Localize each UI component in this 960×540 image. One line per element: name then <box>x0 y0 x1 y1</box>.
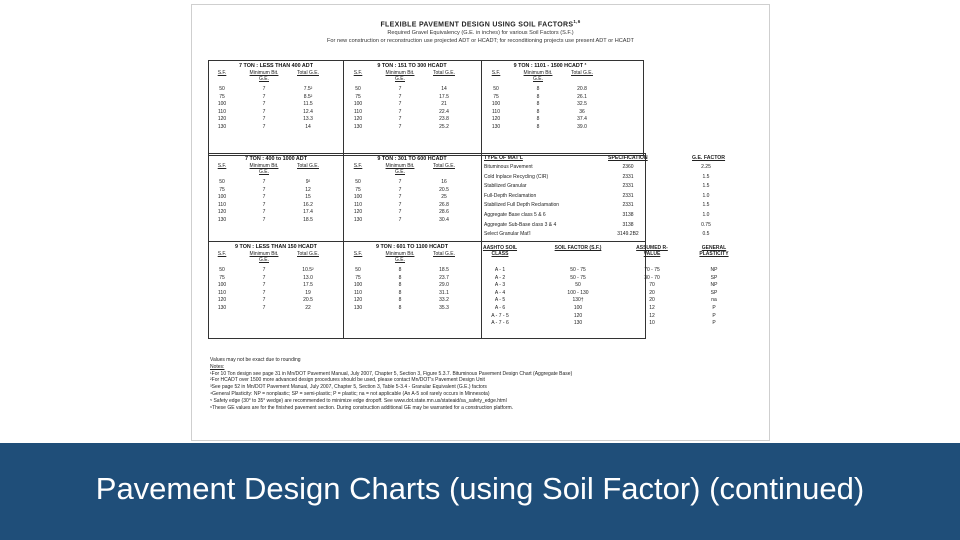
table-cell: 18.5 <box>303 216 313 223</box>
table-cell: 100 <box>217 282 227 288</box>
table-cell: 18.5 <box>439 267 449 273</box>
table-cell: 13.0 <box>303 274 313 281</box>
table-row <box>344 202 480 210</box>
table-cell: 110 <box>218 108 226 115</box>
table-row <box>482 86 618 94</box>
table-cell: 7 <box>262 289 266 296</box>
table-cell: 16 <box>441 179 447 185</box>
table-row <box>482 193 782 201</box>
table-cell: 50 <box>219 267 225 273</box>
table-cell: A - 5 <box>494 297 506 304</box>
table-cell: 35.3 <box>439 304 449 311</box>
ge-column-header: Total G.E. <box>297 70 319 76</box>
table-cell: 16.2 <box>303 201 313 208</box>
table-cell: P <box>712 320 716 327</box>
table-cell: 12.4 <box>303 108 313 115</box>
table-row <box>344 116 480 124</box>
table-row <box>344 297 480 305</box>
ge-table <box>482 61 618 149</box>
table-row <box>344 187 480 195</box>
table-cell: 17.5 <box>439 93 449 100</box>
table-cell: 50 <box>355 86 361 92</box>
ge-column-header: Total G.E. <box>433 70 455 76</box>
table-cell: 7 <box>262 86 266 92</box>
table-cell: 7 <box>398 86 402 92</box>
table-cell: 8 <box>536 93 540 100</box>
table-cell: 100 <box>353 101 363 107</box>
table-cell: 8 <box>536 123 540 130</box>
table-cell: 23.8 <box>439 116 449 122</box>
table-cell: 130 <box>353 216 363 223</box>
table-cell: 26.1 <box>577 93 587 100</box>
table-cell: 100 <box>491 101 501 107</box>
table-cell: 70 <box>649 282 655 289</box>
table-row <box>208 101 344 109</box>
table-row <box>208 86 344 94</box>
material-name: Stabilized Full Depth Reclamation <box>484 202 560 209</box>
ge-table-title: 9 TON : 601 TO 1100 HCADT <box>375 244 448 250</box>
table-row <box>208 282 344 290</box>
table-cell: 13.3 <box>303 116 313 122</box>
table-row <box>208 275 344 283</box>
table-cell: 7 <box>262 194 266 200</box>
table-cell: 36 <box>579 108 585 115</box>
soil-column-header: SOIL FACTOR (S.F.) <box>554 245 602 251</box>
table-cell: 120 <box>217 297 227 303</box>
table-cell: 110 <box>354 289 362 296</box>
table-cell: 7.5² <box>303 86 313 92</box>
table-cell: 32.5 <box>577 101 587 107</box>
table-cell: 23.7 <box>439 274 449 281</box>
table-cell: 120 <box>491 116 501 122</box>
table-cell: P <box>712 312 716 319</box>
note-line: ³See page 52 in Mn/DOT Pavement Manual, July 2007, Chapter 5, Section 3, Table 5-3.4 - Granular Equivalent (G.E.) factors <box>210 384 487 391</box>
material-spec: 2331 <box>622 192 634 199</box>
ge-column-header: Minimum Bit. G.E. <box>385 163 415 175</box>
table-row <box>344 305 480 313</box>
material-spec: 2360 <box>622 164 634 170</box>
table-cell: 75 <box>493 93 499 100</box>
table-cell: 120 <box>217 209 227 215</box>
table-cell: 8.5² <box>303 93 313 100</box>
table-cell: 7 <box>262 282 266 288</box>
table-row <box>344 179 480 187</box>
table-row <box>208 305 344 313</box>
table-cell: 130 <box>353 123 363 130</box>
table-cell: 20.5 <box>439 186 449 193</box>
table-cell: 14 <box>441 86 447 92</box>
table-row <box>482 297 742 305</box>
table-cell: 8 <box>536 86 540 92</box>
table-row <box>344 86 480 94</box>
table-row <box>208 109 344 117</box>
table-cell: 50 - 75 <box>570 267 586 273</box>
material-ge-factor: 1.0 <box>702 192 710 199</box>
table-cell: 7 <box>262 116 266 122</box>
table-cell: 120 <box>217 116 227 122</box>
ge-column-header: Total G.E. <box>433 251 455 257</box>
table-cell: 28.6 <box>439 209 449 215</box>
material-ge-factor: 1.5 <box>702 202 710 209</box>
ge-table-title: 7 TON : 400 to 1000 ADT <box>244 156 307 162</box>
ge-column-header: Total G.E. <box>297 251 319 257</box>
note-line: ¹For 10 Ton design see page 31 in Mn/DOT Pavement Manual, July 2007, Chapter 5, Section 3, Figure 5.3.7. Bituminous Pavement Design Chart (Aggregate Base) <box>210 370 573 377</box>
table-cell: 110 <box>218 201 226 208</box>
table-cell: 7 <box>398 209 402 215</box>
table-cell: 130 <box>217 304 227 311</box>
table-cell: 7 <box>398 216 402 223</box>
table-cell: 50 <box>219 86 225 92</box>
material-ge-factor: 1.5 <box>702 173 710 180</box>
table-cell: SP <box>710 289 718 296</box>
table-row <box>344 94 480 102</box>
table-cell: 75 <box>219 93 225 100</box>
table-cell: NP <box>710 267 718 273</box>
material-ge-factor: 2.25 <box>701 164 711 170</box>
table-cell: 8 <box>398 274 402 281</box>
table-row <box>208 217 344 225</box>
table-cell: 30.4 <box>439 216 449 223</box>
material-spec: 3138 <box>622 212 634 218</box>
table-cell: 75 <box>355 93 361 100</box>
table-cell: 75 <box>355 274 361 281</box>
pavement-design-chart-document: FLEXIBLE PAVEMENT DESIGN USING SOIL FACTORS$^{1,6}$ Required Gravel Equivalency (G.E. in inches) for various Soil Factors (S.F.) For new construction or reconstruction use projected ADT or HCADT; for reconditioning projects use present ADT or HCADT 7 TON : LESS THAN 400 ADT S.F. Minimum Bit. G.E. Total G.E. 50 7 7.5² 75 7 8.5² 100 7 11.5 110 7 12.4 120 7 13.3 130 7 14 9 TON : 151 TO 300 HCADT S.F. Minimum Bit. G.E. Total G.E. 50 7 14 75 7 17.5 100 7 21 110 7 22.4 120 7 23.8 130 7 25.2 9 TON : 1101 - 1500 HCADT ³ S.F. Minimum Bit. G.E. Total G.E. 50 8 20.8 75 8 26.1 100 8 32.5 110 8 36 120 8 37.4 130 8 39.0 7 TON : 400 to 1000 ADT S.F. Minimum Bit. G.E. Total G.E. 50 7 9² 75 7 12 100 7 15 110 7 16.2 120 7 17.4 130 7 18.5 9 TON : 301 TO 600 HCADT S.F. Minimum Bit. G.E. Total G.E. 50 7 16 75 7 20.5 100 7 25 110 7 26.8 120 7 28.6 130 7 30.4 9 TON : LESS THAN 150 HCADT S.F. Minimum Bit. G.E. Total G.E. 50 7 10.5² 75 7 13.0 100 7 17.5 110 7 19 120 7 20.5 130 7 22 9 TON : 601 TO 1100 HCADT S.F. Minimum Bit. G.E. Total G.E. 50 8 18.5 75 8 23.7 100 8 29.0 110 8 31.1 120 8 33.2 130 8 35.3 TYPE OF MAT'L SPECIFICATION G.E. FACTOR Bituminous Pavement 2360 2.25 Cold Inplace Recycling (CIR) 2331 1.5 Stabilized Granular 2331 1.5 Full-Depth Reclamation 2331 1.0 Stabilized Full Depth Reclamation 2331 1.5 Aggregate Base class 5 & 6 3138 1.0 Aggregate Sub-Base class 3 & 4 3138 0.75 Select Granular Mat'l 3149.2B2 0.5 AASHTO SOIL CLASS SOIL FACTOR (S.F.) ASSUMED R-VALUE GENERAL PLASTICITY A - 1 50 - 75 70 - 75 NP A - 2 50 - 75 30 - 70 SP A - 3 50 70 NP A - 4 100 - 130 20 SP A - 5 130† 20 na A - 6 100 12 P A - 7 - 5 120 12 P A - 7 - 6 130 10 P Values may not be exact due to rounding Notes: ¹For 10 Ton design see page 31 in Mn/DOT Pavement Manual, July 2007, Chapter 5, Section 3, Figure 5.3.7. Bituminous Pavement Design Chart (Aggregate Base) ²For HCADT over 1500 more advanced design procedures should be used, please contact Mn/DOT's Pavement Design Unit ³See page 52 in Mn/DOT Pavement Manual, July 2007, Chapter 5, Section 3, Table 5-3.4 - Granular Equivalent (G.E.) factors ⁴General Plasticity: NP = nonplastic; SP = semi-plastic; P = plastic; na = not applicable (An A-5 soil rarely occurs in Minnesota) ⁵ Safety edge (30° to 35° wedge) are recommended to minimize edge dropoff. See www.dot.state.mn.us/stateaid/sa_safety_edge.html ⁶These GE values are for the finished pavement section. During construction additional GE may be warranted for a construction platform. <box>191 4 770 441</box>
table-row <box>208 297 344 305</box>
table-cell: 7 <box>398 201 402 208</box>
table-row <box>208 116 344 124</box>
table-cell: 100 <box>217 194 227 200</box>
ge-column-header: S.F. <box>217 163 227 169</box>
table-cell: 120 <box>353 116 363 122</box>
ge-table-title: 7 TON : LESS THAN 400 ADT <box>239 63 313 69</box>
ge-column-header: Minimum Bit. G.E. <box>249 251 279 263</box>
table-row <box>208 202 344 210</box>
ge-column-header: S.F. <box>217 251 227 257</box>
table-cell: 50 <box>493 86 499 92</box>
note-line: ²For HCADT over 1500 more advanced design procedures should be used, please contact Mn/DOT's Pavement Design Unit <box>210 377 485 384</box>
table-cell: 75 <box>219 274 225 281</box>
table-cell: 7 <box>398 101 402 107</box>
table-cell: 29.0 <box>439 282 449 288</box>
table-cell: A - 6 <box>494 305 506 311</box>
table-cell: SP <box>710 274 718 281</box>
material-name: Select Granular Mat'l <box>484 231 531 238</box>
ge-column-header: S.F. <box>353 70 363 76</box>
ge-column-header: Total G.E. <box>297 163 319 169</box>
document-subtitle: Required Gravel Equivalency (G.E. in inches) for various Soil Factors (S.F.) <box>387 30 574 36</box>
note-line: Values may not be exact due to rounding <box>210 357 301 363</box>
table-row <box>344 267 480 275</box>
table-cell: 39.0 <box>577 123 587 130</box>
table-row <box>208 209 344 217</box>
ge-column-header: Minimum Bit. G.E. <box>523 70 553 82</box>
table-cell: 8 <box>398 289 402 296</box>
table-cell: 20 <box>649 297 655 304</box>
table-row <box>344 209 480 217</box>
table-cell: 7 <box>262 267 266 273</box>
material-ge-factor: 1.5 <box>702 183 710 190</box>
table-row <box>344 124 480 132</box>
table-row <box>344 109 480 117</box>
table-cell: 7 <box>262 93 266 100</box>
table-row <box>482 174 782 182</box>
table-cell: 110 <box>354 108 362 115</box>
table-cell: 100 <box>353 194 363 200</box>
table-cell: A - 3 <box>494 282 506 289</box>
table-cell: 130 <box>217 216 227 223</box>
table-row <box>208 267 344 275</box>
material-ge-factor: 0.75 <box>701 221 711 228</box>
table-cell: 14 <box>305 123 311 130</box>
table-cell: na <box>711 297 717 304</box>
ge-column-header: Minimum Bit. G.E. <box>385 251 415 263</box>
table-cell: 8 <box>536 108 540 115</box>
table-cell: 30 - 70 <box>644 274 660 281</box>
table-row <box>208 187 344 195</box>
table-cell: 8 <box>398 267 402 273</box>
table-row <box>482 282 742 290</box>
table-cell: 22.4 <box>439 108 449 115</box>
table-cell: 26.8 <box>439 201 449 208</box>
ge-column-header: S.F. <box>491 70 501 76</box>
table-row <box>208 124 344 132</box>
ge-table-title: 9 TON : 151 TO 300 HCADT <box>377 63 447 69</box>
table-cell: 7 <box>262 186 266 193</box>
table-cell: 75 <box>355 186 361 193</box>
table-cell: 8 <box>536 101 540 107</box>
table-row <box>482 164 782 172</box>
ge-column-header: Minimum Bit. G.E. <box>249 163 279 175</box>
table-cell: 130 <box>353 304 363 311</box>
material-spec: 2331 <box>622 202 634 209</box>
table-cell: 70 - 75 <box>644 267 660 273</box>
soil-column-header: AASHTO SOIL CLASS <box>482 245 518 257</box>
table-cell: 31.1 <box>439 289 449 296</box>
table-cell: 12 <box>305 186 311 193</box>
table-row <box>482 212 782 220</box>
material-name: Bituminous Pavement <box>484 164 533 170</box>
table-cell: 7 <box>398 116 402 122</box>
table-cell: 100 - 130 <box>567 289 589 296</box>
table-cell: A - 7 - 5 <box>491 312 509 319</box>
table-cell: 50 <box>355 267 361 273</box>
table-cell: 8 <box>398 282 402 288</box>
table-cell: 120 <box>353 297 363 303</box>
material-name: Aggregate Base class 5 & 6 <box>484 212 546 218</box>
material-spec: 3149.2B2 <box>617 231 639 238</box>
material-name: Full-Depth Reclamation <box>484 192 537 199</box>
table-row <box>344 290 480 298</box>
table-cell: 110 <box>354 201 362 208</box>
ge-column-header: Total G.E. <box>433 163 455 169</box>
table-row <box>482 320 742 328</box>
table-row <box>482 231 782 239</box>
table-cell: 50 <box>355 179 361 185</box>
table-row <box>482 305 742 313</box>
table-cell: A - 1 <box>494 267 506 273</box>
ge-table <box>344 242 480 330</box>
table-cell: P <box>712 305 716 311</box>
table-row <box>344 194 480 202</box>
table-cell: 37.4 <box>577 116 587 122</box>
table-cell: 12 <box>649 312 655 319</box>
table-cell: 22 <box>305 304 311 311</box>
table-row <box>482 183 782 191</box>
ge-column-header: S.F. <box>353 251 363 257</box>
table-cell: A - 7 - 6 <box>491 320 509 327</box>
table-cell: 8 <box>536 116 540 122</box>
ge-table <box>344 154 480 242</box>
slide-caption-bar <box>0 443 960 540</box>
soil-column-header: ASSUMED R-VALUE <box>636 245 668 257</box>
material-name: Cold Inplace Recycling (CIR) <box>484 173 549 180</box>
table-cell: 100 <box>217 101 227 107</box>
table-cell: 7 <box>262 297 266 303</box>
table-cell: 50 - 75 <box>570 274 586 281</box>
table-cell: 7 <box>262 123 266 130</box>
note-line: ⁵ Safety edge (30° to 35° wedge) are recommended to minimize edge dropoff. See www.dot.state.mn.us/stateaid/sa_safety_edge.html <box>210 397 507 404</box>
table-cell: 20 <box>649 289 655 296</box>
ge-table-title: 9 TON : LESS THAN 150 HCADT <box>235 244 317 250</box>
table-cell: 7 <box>398 179 402 185</box>
table-cell: 8 <box>398 297 402 303</box>
table-row <box>482 116 618 124</box>
table-cell: 7 <box>262 209 266 215</box>
table-cell: 120 <box>573 312 583 319</box>
table-cell: 7 <box>398 108 402 115</box>
ge-table <box>208 242 344 330</box>
table-cell: 9² <box>305 179 311 185</box>
table-row <box>208 194 344 202</box>
table-cell: 7 <box>262 201 266 208</box>
table-cell: 17.4 <box>303 209 313 215</box>
material-ge-factor: 0.5 <box>702 231 710 238</box>
table-cell: 130† <box>572 297 584 304</box>
table-cell: 7 <box>262 101 266 107</box>
table-cell: 7 <box>262 216 266 223</box>
ge-table <box>208 61 344 149</box>
ge-table <box>208 154 344 242</box>
table-cell: NP <box>710 282 718 289</box>
slide-caption: Pavement Design Charts (using Soil Factor) (continued) <box>95 471 865 506</box>
table-row <box>208 179 344 187</box>
table-cell: 8 <box>398 304 402 311</box>
table-cell: 11.5 <box>303 101 313 107</box>
table-cell: 7 <box>398 123 402 130</box>
material-name: Aggregate Sub-Base class 3 & 4 <box>484 221 557 228</box>
note-line: Notes: <box>210 363 225 370</box>
table-cell: 7 <box>262 274 266 281</box>
document-title: FLEXIBLE PAVEMENT DESIGN USING SOIL FACTORS$^{1,6}$ <box>380 19 581 29</box>
table-cell: 130 <box>491 123 501 130</box>
material-spec: 3138 <box>622 221 634 228</box>
table-cell: 20.5 <box>303 297 313 303</box>
table-cell: A - 2 <box>494 274 506 281</box>
table-cell: 10.5² <box>302 267 314 273</box>
table-cell: 7 <box>262 179 266 185</box>
table-cell: 7 <box>262 108 266 115</box>
table-cell: 120 <box>353 209 363 215</box>
table-cell: 110 <box>492 108 500 115</box>
notes-section <box>210 357 750 411</box>
table-cell: 110 <box>218 289 226 296</box>
note-line: ⁴General Plasticity: NP = nonplastic; SP = semi-plastic; P = plastic; na = not applicable (An A-5 soil rarely occurs in Minnesota) <box>210 390 490 397</box>
table-row <box>344 217 480 225</box>
table-cell: 7 <box>398 93 402 100</box>
material-spec: 2331 <box>622 183 634 190</box>
table-cell: 10 <box>649 320 655 327</box>
table-cell: 33.2 <box>439 297 449 303</box>
table-row <box>482 267 742 275</box>
note-line: ⁶These GE values are for the finished pavement section. During construction additional GE may be warranted for a construction platform. <box>210 404 514 411</box>
ge-column-header: S.F. <box>353 163 363 169</box>
table-cell: 25 <box>441 194 447 200</box>
table-row <box>482 313 742 321</box>
table-row <box>344 275 480 283</box>
table-cell: 7 <box>398 194 402 200</box>
table-row <box>344 101 480 109</box>
table-row <box>208 94 344 102</box>
table-row <box>482 290 742 298</box>
table-cell: 7 <box>262 304 266 311</box>
soil-column-header: GENERAL PLASTICITY <box>699 245 729 257</box>
ge-column-header: Total G.E. <box>571 70 593 76</box>
table-cell: 100 <box>353 282 363 288</box>
table-cell: 100 <box>573 305 583 311</box>
table-cell: 15 <box>305 194 311 200</box>
ge-table-title: 9 TON : 1101 - 1500 HCADT ³ <box>513 63 587 69</box>
table-cell: 75 <box>219 186 225 193</box>
table-cell: 130 <box>573 320 583 327</box>
ge-column-header: S.F. <box>217 70 227 76</box>
table-row <box>482 109 618 117</box>
ge-table-title: 9 TON : 301 TO 600 HCADT <box>377 156 447 162</box>
table-cell: 50 <box>575 282 581 289</box>
table-cell: 25.2 <box>439 123 449 130</box>
table-row <box>482 124 618 132</box>
table-cell: 19 <box>305 289 311 296</box>
table-row <box>482 222 782 230</box>
table-row <box>344 282 480 290</box>
table-cell: 130 <box>217 123 227 130</box>
table-cell: 21 <box>441 101 447 107</box>
ge-table <box>344 61 480 149</box>
table-cell: 12 <box>649 305 655 311</box>
material-spec: 2331 <box>622 173 634 180</box>
table-row <box>482 94 618 102</box>
table-cell: 20.8 <box>577 86 587 92</box>
table-row <box>482 202 782 210</box>
table-cell: 17.5 <box>303 282 313 288</box>
table-cell: 7 <box>398 186 402 193</box>
material-ge-factor: 1.0 <box>702 212 710 218</box>
material-name: Stabilized Granular <box>484 183 527 190</box>
ge-column-header: Minimum Bit. G.E. <box>249 70 279 82</box>
table-row <box>208 290 344 298</box>
table-cell: A - 4 <box>494 289 506 296</box>
table-row <box>482 275 742 283</box>
table-row <box>482 101 618 109</box>
table-cell: 50 <box>219 179 225 185</box>
document-instructions: For new construction or reconstruction use projected ADT or HCADT; for reconditioning projects use present ADT or HCADT <box>327 38 634 44</box>
ge-column-header: Minimum Bit. G.E. <box>385 70 415 82</box>
